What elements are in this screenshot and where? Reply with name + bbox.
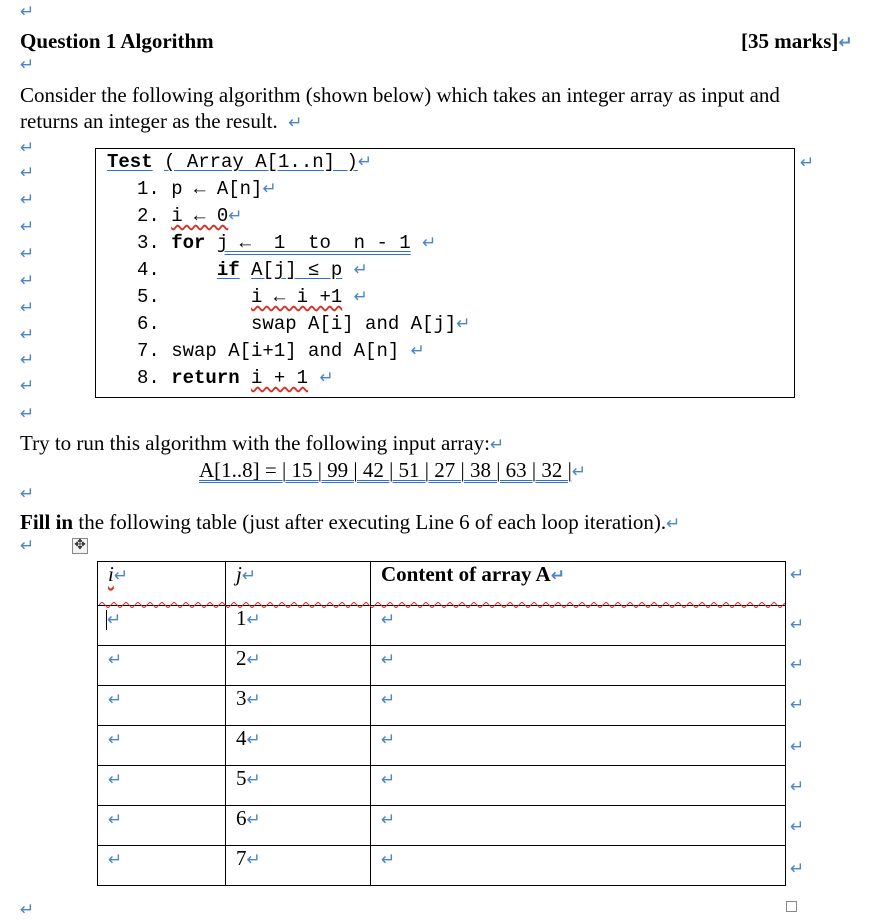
question-marks: [35 marks]↵ xyxy=(741,29,853,53)
pilcrow-icon: ↵ xyxy=(838,33,853,53)
pilcrow-icon: ↵ xyxy=(20,244,35,264)
cell-i-input[interactable] xyxy=(98,726,226,766)
pilcrow-icon: ↵ xyxy=(790,695,805,715)
table-resize-handle[interactable] xyxy=(786,901,797,912)
cell-j: 3↵ xyxy=(226,686,371,726)
table-row xyxy=(98,646,786,686)
pilcrow-icon: ↵ xyxy=(422,233,437,253)
cell-j: 5↵ xyxy=(226,766,371,806)
code-keyword: Test xyxy=(107,151,153,173)
pilcrow-icon: ↵ xyxy=(20,138,35,158)
pilcrow-icon: ↵ xyxy=(381,730,396,750)
cell-i-input[interactable] xyxy=(98,846,226,886)
cell-content-input[interactable] xyxy=(371,686,786,726)
pilcrow-icon: ↵ xyxy=(108,850,123,870)
pilcrow-icon: ↵ xyxy=(790,817,805,837)
code-line-6: 6. swap A[i] and A[j]↵ xyxy=(137,313,471,335)
table-header-row xyxy=(98,562,786,606)
cell-i-input[interactable] xyxy=(98,766,226,806)
pilcrow-icon: ↵ xyxy=(357,152,373,172)
pilcrow-icon: ↵ xyxy=(790,565,805,585)
pilcrow-icon: ↵ xyxy=(456,314,471,334)
intro-line-1: Consider the following algorithm (shown below) which takes an integer array as input and xyxy=(20,83,780,107)
cell-content-input[interactable] xyxy=(371,846,786,886)
pilcrow-icon: ↵ xyxy=(790,737,805,757)
code-line-3: 3. for j ← 1 to n - 1 ↵ xyxy=(137,232,437,254)
cell-j: 6↵ xyxy=(226,806,371,846)
pilcrow-icon: ↵ xyxy=(20,484,35,504)
table-move-handle-icon[interactable]: ✥ xyxy=(72,538,88,554)
header-i: i↵ xyxy=(98,562,226,606)
pilcrow-icon: ↵ xyxy=(228,206,243,226)
pilcrow-icon: ↵ xyxy=(20,900,35,920)
input-array: A[1..8] = | 15 | 99 | 42 | 51 | 27 | 38 | 63 | 32 |↵ xyxy=(199,458,587,482)
cell-j: 4↵ xyxy=(226,726,371,766)
cell-content-input[interactable] xyxy=(371,646,786,686)
code-line-7: 7. swap A[i+1] and A[n] ↵ xyxy=(137,340,425,362)
pilcrow-icon: ↵ xyxy=(246,650,261,670)
code-line-2: 2. i ← 0↵ xyxy=(137,205,243,227)
cell-j: 1↵ xyxy=(226,606,371,646)
pilcrow-icon: ↵ xyxy=(108,690,123,710)
table-row xyxy=(98,766,786,806)
cell-i-input[interactable] xyxy=(98,806,226,846)
pilcrow-icon: ↵ xyxy=(108,770,123,790)
table-row xyxy=(98,806,786,846)
cell-content-input[interactable] xyxy=(371,606,786,646)
pilcrow-icon: ↵ xyxy=(108,810,123,830)
pilcrow-icon: ↵ xyxy=(20,536,35,556)
pilcrow-icon: ↵ xyxy=(20,190,35,210)
pilcrow-icon: ↵ xyxy=(20,298,35,318)
cell-i-input[interactable] xyxy=(98,686,226,726)
table-row xyxy=(98,606,786,646)
fill-instruction: Fill in the following table (just after executing Line 6 of each loop iteration).↵ xyxy=(20,510,681,534)
pilcrow-icon: ↵ xyxy=(246,850,261,870)
pilcrow-icon: ↵ xyxy=(381,650,396,670)
try-instruction: Try to run this algorithm with the following input array:↵ xyxy=(20,431,505,455)
pilcrow-icon: ↵ xyxy=(319,368,334,388)
fill-in-table xyxy=(97,561,786,886)
table-row xyxy=(98,726,786,766)
code-line-5: 5. i ← i +1 ↵ xyxy=(137,286,368,308)
pilcrow-icon: ↵ xyxy=(246,730,261,750)
pilcrow-icon: ↵ xyxy=(666,514,681,534)
algorithm-code-box xyxy=(95,148,815,398)
cell-i-input[interactable] xyxy=(98,646,226,686)
cell-j: 2↵ xyxy=(226,646,371,686)
pilcrow-icon: ↵ xyxy=(108,730,123,750)
pilcrow-icon: ↵ xyxy=(20,163,35,183)
pilcrow-icon: ↵ xyxy=(20,325,35,345)
pilcrow-icon: ↵ xyxy=(381,810,396,830)
pilcrow-icon: ↵ xyxy=(108,650,123,670)
cell-content-input[interactable] xyxy=(371,726,786,766)
pilcrow-icon: ↵ xyxy=(20,350,35,370)
code-line-1: 1. p ← A[n]↵ xyxy=(137,178,277,200)
pilcrow-icon: ↵ xyxy=(20,271,35,291)
pilcrow-icon: ↵ xyxy=(800,153,815,173)
pilcrow-icon: ↵ xyxy=(262,179,277,199)
pilcrow-icon: ↵ xyxy=(246,810,261,830)
pilcrow-icon: ↵ xyxy=(113,566,129,586)
pilcrow-icon: ↵ xyxy=(381,690,396,710)
pilcrow-icon: ↵ xyxy=(20,2,35,22)
header-wavy-underline xyxy=(99,602,785,608)
pilcrow-icon: ↵ xyxy=(107,610,122,630)
pilcrow-icon: ↵ xyxy=(410,341,425,361)
cell-content-input[interactable] xyxy=(371,806,786,846)
pilcrow-icon: ↵ xyxy=(20,55,35,75)
code-header: Test ( Array A[1..n] )↵ xyxy=(107,151,373,173)
cell-i-input[interactable] xyxy=(98,606,226,646)
code-line-4: 4. if A[j] ≤ p ↵ xyxy=(137,259,368,281)
question-title: Question 1 Algorithm xyxy=(20,29,214,53)
cell-j: 7↵ xyxy=(226,846,371,886)
pilcrow-icon: ↵ xyxy=(790,615,805,635)
pilcrow-icon: ↵ xyxy=(790,859,805,879)
header-content: Content of array A↵ xyxy=(371,562,786,606)
cell-content-input[interactable] xyxy=(371,766,786,806)
pilcrow-icon: ↵ xyxy=(790,655,805,675)
pilcrow-icon: ↵ xyxy=(790,777,805,797)
code-line-8: 8. return i + 1 ↵ xyxy=(137,367,334,389)
pilcrow-icon: ↵ xyxy=(489,435,505,455)
pilcrow-icon: ↵ xyxy=(353,260,368,280)
pilcrow-icon: ↵ xyxy=(381,770,396,790)
pilcrow-icon: ↵ xyxy=(288,113,303,133)
pilcrow-icon: ↵ xyxy=(241,566,257,586)
pilcrow-icon: ↵ xyxy=(20,376,35,396)
header-j: j↵ xyxy=(226,562,371,606)
pilcrow-icon: ↵ xyxy=(353,287,368,307)
table-row xyxy=(98,846,786,886)
table-row xyxy=(98,686,786,726)
pilcrow-icon: ↵ xyxy=(550,566,565,586)
pilcrow-icon: ↵ xyxy=(381,850,396,870)
pilcrow-icon: ↵ xyxy=(20,404,35,424)
intro-line-2: returns an integer as the result. ↵ xyxy=(20,109,303,133)
pilcrow-icon: ↵ xyxy=(246,610,261,630)
pilcrow-icon: ↵ xyxy=(571,462,587,482)
pilcrow-icon: ↵ xyxy=(20,217,35,237)
pilcrow-icon: ↵ xyxy=(381,610,396,630)
pilcrow-icon: ↵ xyxy=(246,770,261,790)
pilcrow-icon: ↵ xyxy=(246,690,261,710)
